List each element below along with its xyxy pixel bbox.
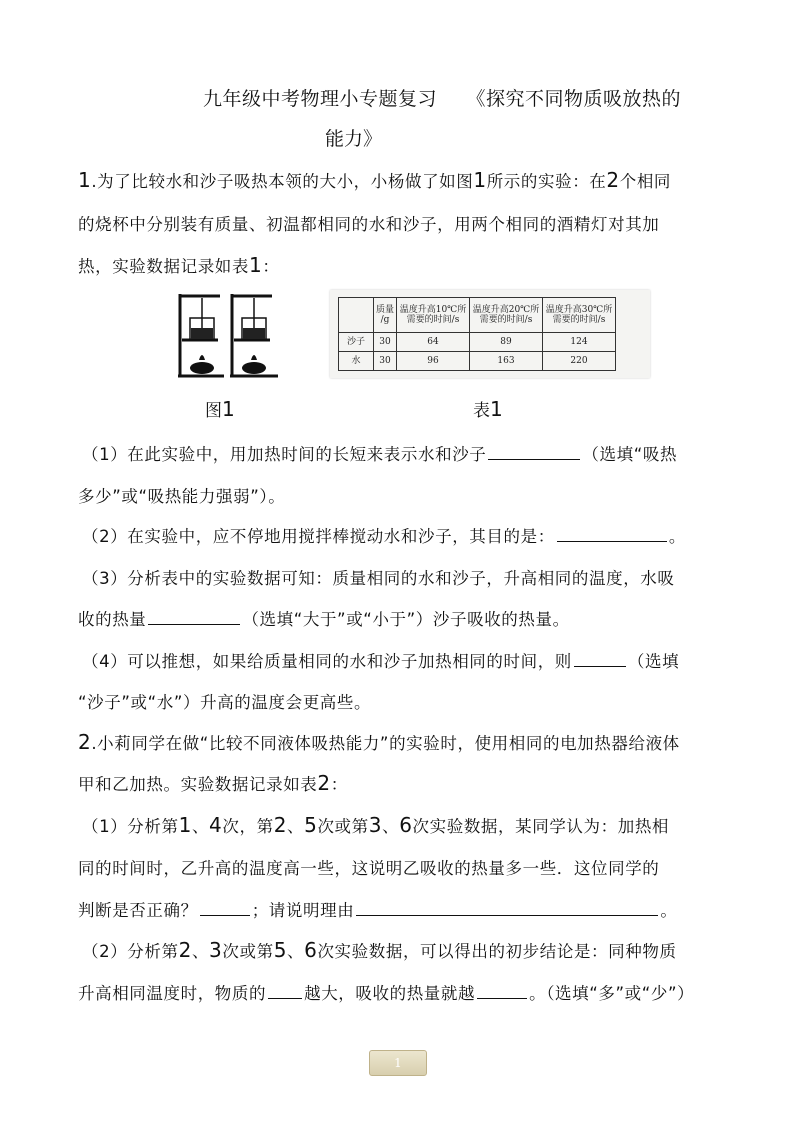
answer-blank[interactable]: [557, 527, 667, 542]
table-caption-number: 1: [490, 397, 503, 421]
q1-text: .为了比较水和沙子吸热本领的大小，小杨做了如图: [91, 172, 474, 191]
q1-line-3: [78, 253, 279, 277]
q1-sub4-line-2: “沙子”或“水”）升高的温度会更高些。: [78, 693, 372, 712]
q1-count: 2: [606, 168, 620, 192]
table-cell: 30: [374, 333, 397, 352]
q2-sub2-line-1: （2）分析第2、3次或第5、6次实验数据，可以得出的初步结论是：同种物质: [82, 938, 677, 962]
q2-sub2-text: 越大，吸收的热量就越: [304, 984, 476, 1003]
q1-text: 个相同: [619, 172, 672, 191]
q2-text: 甲和乙加热。实验数据记录如表: [78, 775, 318, 794]
table-cell: 89: [470, 333, 543, 352]
page-title-continued: 能力》: [325, 128, 383, 150]
q1-sub2-text: （2）在实验中，应不停地用搅拌棒搅动水和沙子，其目的是：: [82, 527, 555, 546]
answer-blank[interactable]: [268, 984, 302, 999]
q1-fig-ref: 1: [473, 168, 487, 192]
q2-line-2: [78, 771, 348, 795]
table-cell: 沙子: [339, 333, 374, 352]
data-table-1: [330, 290, 650, 378]
table-caption: [473, 396, 503, 421]
q2-sub2-text: 。（选填“多”或“少”）: [529, 984, 695, 1003]
q2-sub1-line-3: [78, 897, 677, 921]
answer-blank[interactable]: [488, 445, 580, 460]
q1-sub3-line-2: [78, 606, 570, 630]
q1-number: 1: [78, 168, 92, 192]
table-caption-text: 表: [473, 401, 490, 421]
table-header-cell: 质量 /g: [374, 298, 397, 333]
q2-line-1: [78, 730, 680, 754]
table-cell: 30: [374, 352, 397, 371]
q1-text: ：: [262, 257, 280, 276]
answer-blank[interactable]: [200, 901, 250, 916]
table-cell: 96: [397, 352, 470, 371]
q2-sub1-text: 。: [660, 901, 678, 920]
q1-sub2-text: 。: [668, 527, 686, 546]
answer-blank[interactable]: [148, 610, 240, 625]
q2-sub2-text: 升高相同温度时，物质的: [78, 984, 267, 1003]
table-header-cell: 温度升高30℃所 需要的时间/s: [543, 298, 616, 333]
q2-sub2-line-2: [78, 980, 694, 1004]
table-cell: 水: [339, 352, 374, 371]
q2-sub1-line-1: （1）分析第1、4次，第2、5次或第3、6次实验数据，某同学认为：加热相: [82, 813, 670, 837]
q2-table-ref: 2: [317, 771, 331, 795]
q1-sub1-line-2: 多少”或“吸热能力强弱”）。: [78, 487, 286, 506]
table-cell: 124: [543, 333, 616, 352]
answer-blank[interactable]: [356, 901, 658, 916]
page-number-badge: 1: [369, 1050, 427, 1076]
q1-text: 所示的实验：在: [486, 172, 607, 191]
q1-sub1-text: （选填“吸热: [582, 445, 678, 464]
experiment-apparatus-figure: [172, 290, 288, 380]
q1-sub4-text: （选填: [627, 652, 680, 671]
q1-sub3-text: 收的热量: [78, 610, 147, 629]
answer-blank[interactable]: [574, 652, 626, 667]
figure-caption-number: 1: [222, 397, 235, 421]
table-row: [339, 352, 616, 371]
q1-text: 热，实验数据记录如表: [78, 257, 249, 276]
q1-sub2: [82, 523, 686, 547]
figure-caption: [205, 396, 235, 421]
q1-table-ref: 1: [249, 253, 263, 277]
q1-sub4-line-1: [82, 648, 679, 672]
figure-caption-text: 图: [205, 401, 222, 421]
q2-sub1-text: ；请说明理由: [251, 901, 355, 920]
q1-sub4-text: （4）可以推想，如果给质量相同的水和沙子加热相同的时间，则: [82, 652, 572, 671]
q1-sub1-line-1: [82, 441, 677, 465]
table-cell: 163: [470, 352, 543, 371]
apparatus-drawing: [172, 290, 288, 380]
answer-blank[interactable]: [477, 984, 527, 999]
q1-line-2: 的烧杯中分别装有质量、初温都相同的水和沙子，用两个相同的酒精灯对其加: [78, 215, 660, 234]
q1-sub3-line-1: （3）分析表中的实验数据可知：质量相同的水和沙子，升高相同的温度，水吸: [82, 569, 675, 588]
table-header-cell: 温度升高20℃所 需要的时间/s: [470, 298, 543, 333]
q1-sub3-text: （选填“大于”或“小于”）沙子吸收的热量。: [242, 610, 570, 629]
q2-sub1-line-2: 同的时间时，乙升高的温度高一些，这说明乙吸收的热量多一些．这位同学的: [78, 859, 660, 878]
q2-number: 2: [78, 730, 92, 754]
page-title: 九年级中考物理小专题复习 《探究不同物质吸放热的: [203, 88, 682, 110]
table-header-row: [339, 298, 616, 333]
table-cell: 64: [397, 333, 470, 352]
q1-line-1: [78, 168, 671, 192]
q2-sub1-text: 判断是否正确？: [78, 901, 198, 920]
q1-sub1-text: （1）在此实验中，用加热时间的长短来表示水和沙子: [82, 445, 487, 464]
table-row: [339, 333, 616, 352]
q2-text: .小莉同学在做“比较不同液体吸热能力”的实验时，使用相同的电加热器给液体: [91, 734, 680, 753]
table-cell: 220: [543, 352, 616, 371]
table-header-cell: 温度升高10℃所 需要的时间/s: [397, 298, 470, 333]
q2-text: ：: [330, 775, 348, 794]
